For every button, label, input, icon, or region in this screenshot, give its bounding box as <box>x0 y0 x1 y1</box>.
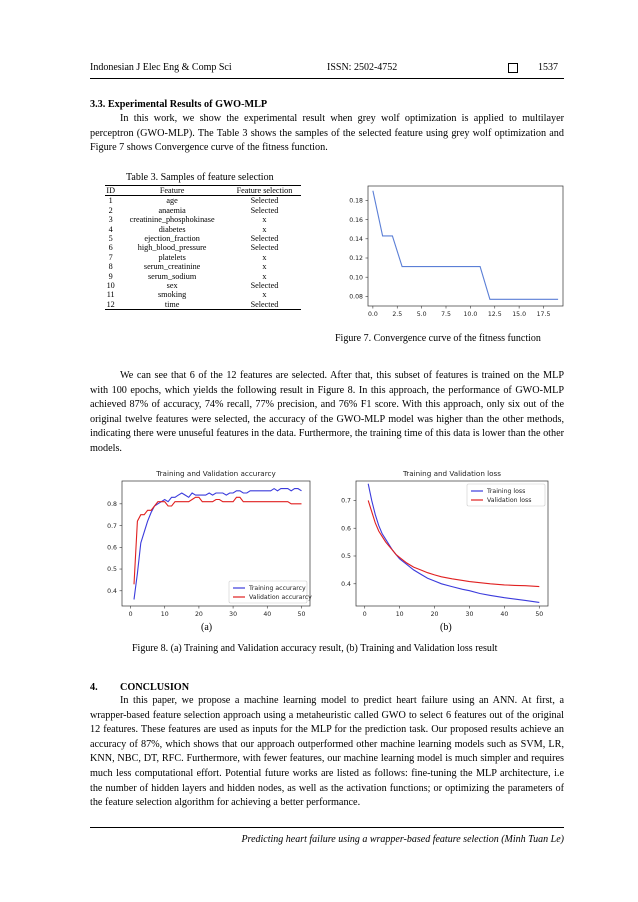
footer-rule <box>90 827 564 828</box>
x-tick-label: 17.5 <box>536 311 551 318</box>
table-cell: x <box>262 252 267 262</box>
x-tick-label: 30 <box>465 611 474 618</box>
table-cell: Selected <box>250 205 279 215</box>
table-row <box>105 262 301 271</box>
table-cell: 3 <box>108 215 113 225</box>
table-row <box>105 300 301 310</box>
table-cell: x <box>262 271 267 281</box>
table-cell: Selected <box>250 243 279 253</box>
table-cell: 2 <box>108 205 113 215</box>
running-footer: Predicting heart failure using a wrapper-based feature selection (Minh Tuan Le) <box>241 834 564 845</box>
table-cell: anaemia <box>158 205 186 215</box>
figure-8a-accuracy-chart <box>100 463 316 623</box>
legend-label: Validation accurarcy <box>249 594 312 602</box>
table-cell: serum_sodium <box>148 271 197 281</box>
table-cell: 5 <box>108 234 113 244</box>
table-row <box>105 234 301 243</box>
x-tick-label: 50 <box>297 611 306 618</box>
paragraph-conclusion: In this paper, we propose a machine learning model to predict heart failure using an ANN. At first, a wrapper-based feature selection approach using a metaheuristic called GWO to select 6 features out of the original 12 features. These features are used as inputs for the MLP for the prediction task. Our proposed results achieve an accuracy of 87%, which shows that our approach outperformed other machine learning models such as SVM, LR, KNN, NBC, DT, RFC. Furthermore, with fewer features, our machine learning model is much simpler and requires much less computational effort. Potential future works are listed as follows: fine-tuning the MLP architecture, i.e the number of hidden layers and hidden nodes, as well as the activation functions; or optimizing the parameters of the feature selection algorithm for achieving a better performance. <box>90 695 564 809</box>
running-header-issn: ISSN: 2502-4752 <box>327 62 398 73</box>
header-rule <box>90 78 564 79</box>
figure-8-caption: Figure 8. (a) Training and Validation accuracy result, (b) Training and Validation loss result <box>132 643 498 654</box>
running-header-journal: Indonesian J Elec Eng & Comp Sci <box>90 62 232 73</box>
chart-title: Training and Validation loss <box>402 469 502 478</box>
x-tick-label: 0 <box>128 611 133 618</box>
table-cell: high_blood_pressure <box>137 243 207 253</box>
table-cell: 10 <box>106 281 115 291</box>
table-cell: time <box>116 300 228 310</box>
table-cell: Selected <box>228 300 301 310</box>
y-tick-label: 0.7 <box>107 522 117 530</box>
legend-label: Training loss <box>487 488 526 496</box>
table-cell: x <box>262 224 267 234</box>
table-cell: Selected <box>250 281 279 291</box>
table-cell: age <box>166 196 178 206</box>
table-row <box>105 281 301 290</box>
table-row <box>105 196 301 206</box>
x-tick-label: 15.0 <box>512 311 527 318</box>
x-tick-label: 40 <box>263 611 272 618</box>
paragraph-intro: In this work, we show the experimental result when grey wolf optimization is applied to multilayer perceptron (GWO-MLP). The Table 3 shows the samples of the selected feature using grey wolf optimization and Figure 7 shows Convergence curve of the fitness function. <box>90 113 564 154</box>
x-tick-label: 10 <box>160 611 169 618</box>
table-cell: 4 <box>108 224 113 234</box>
chart-frame <box>368 186 563 306</box>
x-tick-label: 12.5 <box>487 311 502 318</box>
x-tick-label: 30 <box>229 611 238 618</box>
table-cell: x <box>262 215 267 225</box>
table-row <box>105 215 301 224</box>
y-tick-label: 0.8 <box>107 501 117 509</box>
chart-title: Training and Validation accurarcy <box>156 469 276 478</box>
y-tick-label: 0.5 <box>107 566 117 574</box>
paragraph-results: We can see that 6 of the 12 features are selected. After that, this subset of features is trained on the MLP with 100 epochs, which yields the following result in Figure 8. In this approach, the performance of GWO-MLP achieved 87% of accuracy, 74% recall, 77% precision, and 76% F1 score. With this approach, only six out of the original twelve features were selected, the accuracy of the GWO-MLP model was higher than the other methods, indicating there were unuseful features in the data. Furthermore, the training time of this data is lower than the other models. <box>90 370 564 454</box>
y-tick-label: 0.4 <box>107 587 117 595</box>
table-cell: 7 <box>108 252 113 262</box>
y-tick-label: 0.4 <box>341 580 351 588</box>
table-cell: Selected <box>250 196 279 206</box>
y-tick-label: 0.5 <box>341 553 351 561</box>
table-row <box>105 206 301 215</box>
y-tick-label: 0.10 <box>349 274 363 282</box>
section-heading-3-3: 3.3. Experimental Results of GWO-MLP <box>90 99 268 110</box>
x-tick-label: 50 <box>535 611 544 618</box>
figure-7-convergence-chart <box>335 180 567 322</box>
table-header-id: ID <box>106 186 115 195</box>
x-tick-label: 20 <box>430 611 439 618</box>
y-tick-label: 0.6 <box>107 544 117 552</box>
table-cell: serum_creatinine <box>143 262 201 272</box>
table-cell: 6 <box>108 243 113 253</box>
figure-8b-loss-chart <box>330 463 552 623</box>
x-tick-label: 5.0 <box>416 311 427 318</box>
table-row <box>105 243 301 252</box>
section-heading-conclusion: CONCLUSION <box>120 682 190 693</box>
table-3-body <box>105 196 301 310</box>
table-cell: diabetes <box>158 224 186 234</box>
table-row <box>105 272 301 281</box>
y-tick-label: 0.08 <box>349 293 363 301</box>
y-tick-label: 0.7 <box>341 497 351 505</box>
table-cell: sex <box>166 281 178 291</box>
figure-7-caption: Figure 7. Convergence curve of the fitness function <box>335 333 541 344</box>
table-cell: 12 <box>106 299 115 309</box>
figure-8b-label: (b) <box>440 622 452 633</box>
table-cell: 8 <box>108 262 113 272</box>
y-tick-label: 0.6 <box>341 525 351 533</box>
table-3-caption: Table 3. Samples of feature selection <box>126 172 274 183</box>
series-line-fitness <box>373 191 558 299</box>
table-cell: platelets <box>158 252 186 262</box>
table-cell: smoking <box>158 290 187 300</box>
x-tick-label: 0.0 <box>367 311 378 318</box>
table-row <box>105 290 301 299</box>
x-tick-label: 10.0 <box>463 311 478 318</box>
section-number-4: 4. <box>90 682 98 693</box>
x-tick-label: 20 <box>194 611 203 618</box>
table-cell: x <box>262 290 267 300</box>
y-tick-label: 0.18 <box>349 197 363 205</box>
series-line-validation-loss <box>368 500 539 586</box>
legend-label: Training accurarcy <box>249 585 306 593</box>
y-tick-label: 0.12 <box>349 255 363 263</box>
table-cell: 9 <box>108 271 113 281</box>
page-number: 1537 <box>538 62 558 73</box>
table-cell: creatinine_phosphokinase <box>129 215 215 225</box>
x-tick-label: 10 <box>395 611 404 618</box>
table-header-selection: Feature selection <box>228 186 301 196</box>
x-tick-label: 0 <box>362 611 367 618</box>
table-3 <box>105 185 301 310</box>
table-cell: 1 <box>108 196 113 206</box>
table-row <box>105 225 301 234</box>
legend-label: Validation loss <box>487 497 532 505</box>
y-tick-label: 0.16 <box>349 216 363 224</box>
x-tick-label: 7.5 <box>441 311 451 318</box>
table-cell: ejection_fraction <box>144 234 200 244</box>
x-tick-label: 40 <box>500 611 509 618</box>
square-box-icon <box>508 63 518 73</box>
table-row <box>105 253 301 262</box>
table-header-feature: Feature <box>116 186 228 196</box>
figure-8a-label: (a) <box>201 622 213 633</box>
table-cell: 11 <box>106 290 115 300</box>
table-cell: Selected <box>250 234 279 244</box>
series-line-validation-accurarcy <box>134 497 302 584</box>
x-tick-label: 2.5 <box>392 311 403 318</box>
y-tick-label: 0.14 <box>349 236 363 243</box>
table-cell: x <box>262 262 267 272</box>
